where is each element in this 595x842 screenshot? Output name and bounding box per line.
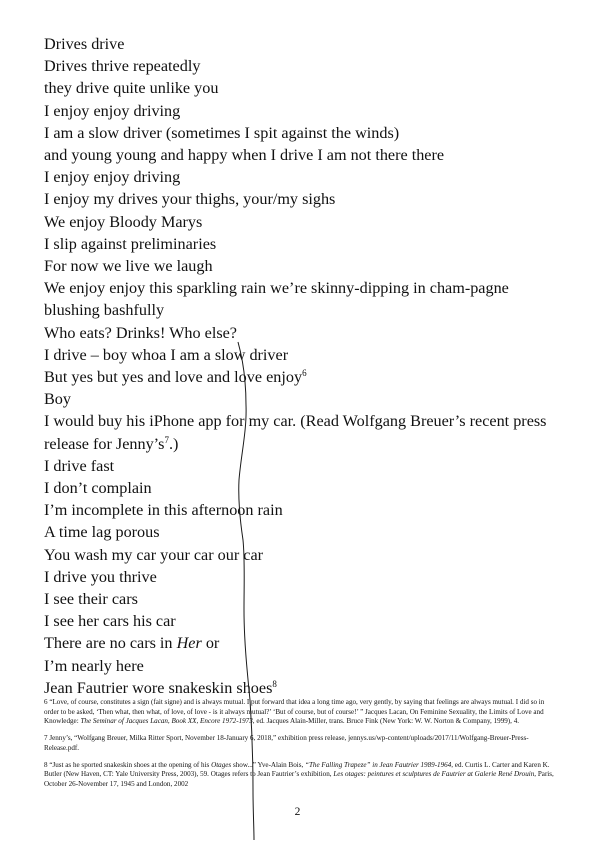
- footnote-7: 7 Jenny’s, “Wolfgang Breuer, Milka Ritter Sport, November 18-January 6, 2018,” exhibition press release, jennys.us/wp-content/uploads/2017/11/Wolfgang-Breuer-Press-Release.pdf.: [44, 734, 529, 752]
- poem-line-fn7: [44, 410, 564, 454]
- poem-line: I drive you thrive: [44, 567, 157, 586]
- footnote-italic: “The Falling Trapeze” in Jean Fautrier 1989-1964: [305, 760, 452, 769]
- poem-line: and young young and happy when I drive I am not there there: [44, 146, 445, 165]
- footnote-italic: Otages: [211, 760, 232, 769]
- footnote-text: , ed. Jacques Alain-Miller, trans. Bruce Fink (New York: W. W. Norton & Company, 1999), 4.: [252, 717, 520, 726]
- poem-line: We enjoy enjoy this sparkling rain we’re skinny-dipping in cham-pagne blushing bashfully: [44, 279, 509, 320]
- footnote-ref-8[interactable]: 8: [272, 678, 277, 689]
- poem-line-fn8: [44, 677, 564, 699]
- poem-line-text-after: .): [168, 434, 179, 453]
- poem-line: You wash my car your car our car: [44, 545, 264, 564]
- page-number: 2: [294, 806, 301, 818]
- poem-body: [44, 33, 564, 699]
- poem-line: I see her cars his car: [44, 612, 176, 631]
- footnote-italic: Les otages: peintures et sculptures de Fautrier at Galerie René Drouin: [333, 770, 535, 779]
- poem-line-her: [44, 632, 564, 654]
- poem-line: Drives drive: [44, 35, 125, 53]
- poem-line: Who eats? Drinks! Who else?: [44, 323, 237, 342]
- poem-line: I drive fast: [44, 456, 115, 475]
- poem-line: A time lag porous: [44, 523, 160, 542]
- poem-line: I drive – boy whoa I am a slow driver: [44, 345, 289, 364]
- poem-line: I enjoy my drives your thighs, your/my sighs: [44, 190, 336, 209]
- poem-line: I am a slow driver (sometimes I spit against the winds): [44, 123, 400, 142]
- footnote-italic: The Seminar of Jacques Lacan, Book XX, Encore 1972-1973: [80, 717, 253, 726]
- poem-line-text-after: or: [201, 634, 220, 653]
- poem-line: I’m incomplete in this afternoon rain: [44, 501, 283, 520]
- poem-line-text: There are no cars in: [44, 634, 177, 653]
- poem-line-fn6: [44, 366, 564, 388]
- poem-line: I enjoy enjoy driving: [44, 101, 181, 120]
- footnote-text: , Paris, October 26-November 17, 1945 and London, 2002: [44, 770, 554, 788]
- poem-line: I enjoy enjoy driving: [44, 168, 181, 187]
- footnote-text: 8 “Just as he sported snakeskin shoes at the opening of his: [44, 760, 212, 769]
- poem-line: I slip against preliminaries: [44, 234, 217, 253]
- footnote-text: show...” Yve-Alain Bois,: [231, 760, 306, 769]
- footnote-text: 6 “Love, of course, constitutes a sign (fait signe) and is always mutual. I put forward that idea a long time ago, very gently, by saying that feelings are always mutual. I did so in order to be asked, ‘Then what, then what, of love, of love - is it always mutual?’ ‘But of course, but of course!’ ” Jacques Lacan, On Feminine Sexuality, the Limits of Love and Knowledge:: [44, 698, 545, 726]
- poem-line: Boy: [44, 390, 71, 409]
- footnote-ref-6[interactable]: 6: [302, 368, 307, 379]
- poem-line: I’m nearly here: [44, 656, 144, 675]
- footnote-6: [44, 698, 554, 727]
- poem-line: I don’t complain: [44, 479, 152, 498]
- footnote-ref-7[interactable]: 7: [164, 434, 169, 445]
- poem-italic-title: Her: [176, 634, 202, 653]
- poem-line-text: But yes but yes and love and love enjoy: [44, 368, 303, 387]
- footnotes: [44, 698, 554, 797]
- poem-line: Drives thrive repeatedly: [44, 57, 201, 76]
- poem-line-text: Jean Fautrier wore snakeskin shoes: [44, 678, 273, 697]
- poem-line: I see their cars: [44, 590, 138, 609]
- poem-line: they drive quite unlike you: [44, 79, 219, 98]
- poem-line: We enjoy Bloody Marys: [44, 212, 203, 231]
- footnote-text: , ed. Curtis L. Carter and Karen K. Butler (New Haven, CT: Yale University Press, 2003), 59. Otages refers to Jean Fautrier’s exhibition,: [44, 760, 550, 779]
- footnote-8: [44, 761, 554, 790]
- poem-line-text: I would buy his iPhone app for my car. (Read Wolfgang Breuer’s recent press release for Jenny’s: [44, 412, 547, 453]
- poem-line: For now we live we laugh: [44, 257, 213, 276]
